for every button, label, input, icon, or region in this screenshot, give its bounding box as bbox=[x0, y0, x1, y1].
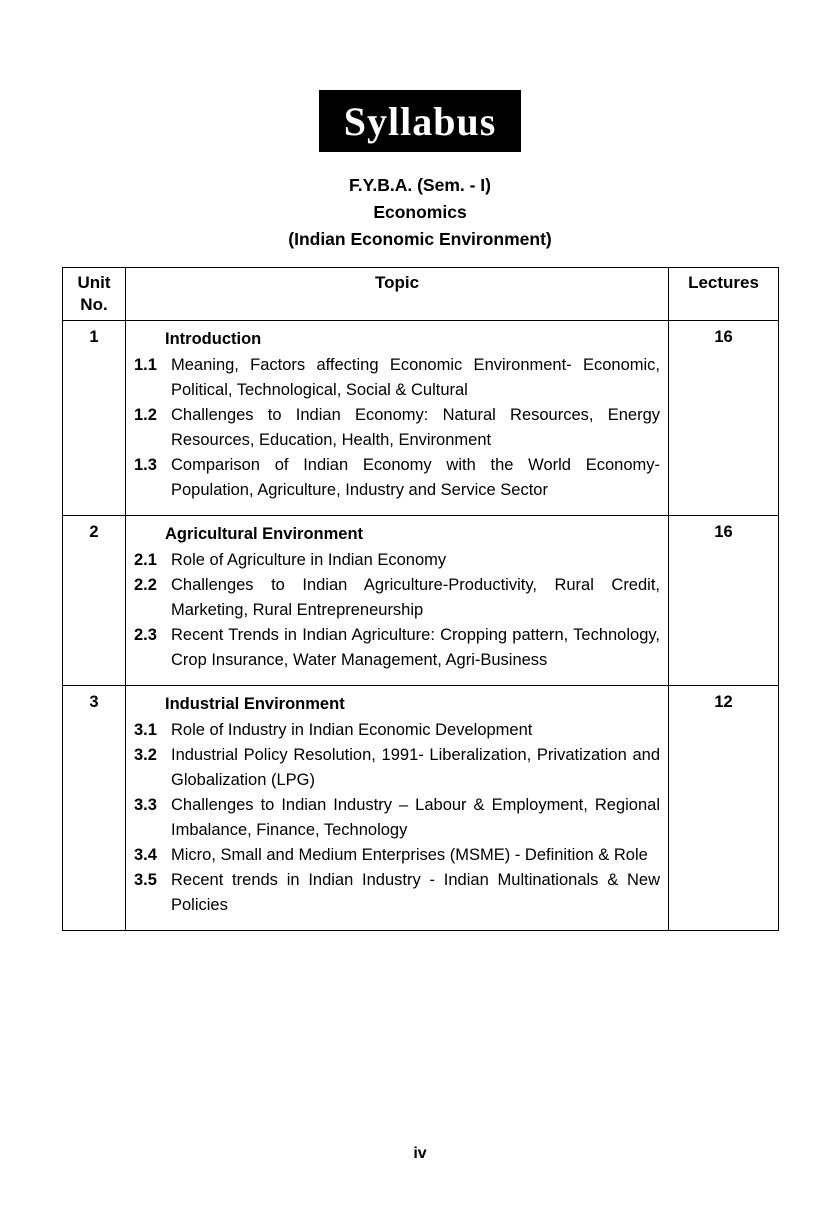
paper-title: (Indian Economic Environment) bbox=[288, 229, 552, 249]
syllabus-item bbox=[134, 623, 660, 673]
syllabus-item bbox=[134, 868, 660, 918]
document-headings bbox=[0, 172, 840, 253]
unit-title: Agricultural Environment bbox=[165, 525, 364, 543]
item-text: Micro, Small and Medium Enterprises (MSME) - Definition & Role bbox=[171, 846, 648, 864]
unit-title: Introduction bbox=[165, 330, 262, 348]
syllabus-banner-label: Syllabus bbox=[343, 98, 497, 144]
lectures-count: 16 bbox=[669, 321, 779, 516]
item-text: Role of Agriculture in Indian Economy bbox=[171, 551, 447, 569]
item-text: Role of Industry in Indian Economic Development bbox=[171, 721, 533, 739]
page-number: iv bbox=[413, 1145, 427, 1162]
unit-title: Industrial Environment bbox=[165, 695, 345, 713]
item-text: Challenges to Indian Industry – Labour & Employment, Regional Imbalance, Finance, Technology bbox=[171, 796, 660, 839]
course-title: F.Y.B.A. (Sem. - I) bbox=[349, 175, 491, 195]
topic-cell bbox=[126, 686, 669, 931]
table-row bbox=[63, 321, 779, 516]
unit-number: 2 bbox=[63, 516, 126, 686]
column-header-lectures: Lectures bbox=[669, 268, 779, 321]
item-text: Industrial Policy Resolution, 1991- Liberalization, Privatization and Globalization (LPG) bbox=[171, 746, 660, 789]
syllabus-item bbox=[134, 548, 660, 573]
item-number: 2.3 bbox=[134, 626, 157, 644]
syllabus-item bbox=[134, 353, 660, 403]
item-text: Recent Trends in Indian Agriculture: Cropping pattern, Technology, Crop Insurance, Water Management, Agri-Business bbox=[171, 626, 660, 669]
column-header-unit: Unit No. bbox=[63, 268, 126, 321]
document-page bbox=[0, 90, 840, 1230]
item-number: 2.2 bbox=[134, 576, 157, 594]
item-text: Comparison of Indian Economy with the World Economy- Population, Agriculture, Industry and Service Sector bbox=[171, 456, 660, 499]
lectures-count: 16 bbox=[669, 516, 779, 686]
unit-number: 3 bbox=[63, 686, 126, 931]
item-number: 3.5 bbox=[134, 871, 157, 889]
unit-number: 1 bbox=[63, 321, 126, 516]
lectures-count: 12 bbox=[669, 686, 779, 931]
subject-title: Economics bbox=[373, 202, 467, 222]
item-number: 1.2 bbox=[134, 406, 157, 424]
syllabus-item bbox=[134, 743, 660, 793]
syllabus-item bbox=[134, 573, 660, 623]
item-text: Challenges to Indian Agriculture-Productivity, Rural Credit, Marketing, Rural Entrepreneurship bbox=[171, 576, 660, 619]
item-text: Challenges to Indian Economy: Natural Resources, Energy Resources, Education, Health, Environment bbox=[171, 406, 660, 449]
table-row bbox=[63, 686, 779, 931]
syllabus-item bbox=[134, 718, 660, 743]
item-number: 3.3 bbox=[134, 796, 157, 814]
item-number: 1.1 bbox=[134, 356, 157, 374]
item-text: Meaning, Factors affecting Economic Environment- Economic, Political, Technological, Social & Cultural bbox=[171, 356, 660, 399]
syllabus-item bbox=[134, 843, 660, 868]
syllabus-item bbox=[134, 453, 660, 503]
column-header-topic: Topic bbox=[126, 268, 669, 321]
item-text: Recent trends in Indian Industry - Indian Multinationals & New Policies bbox=[171, 871, 660, 914]
syllabus-item bbox=[134, 793, 660, 843]
topic-cell bbox=[126, 321, 669, 516]
item-number: 1.3 bbox=[134, 456, 157, 474]
item-number: 3.1 bbox=[134, 721, 157, 739]
topic-cell bbox=[126, 516, 669, 686]
item-number: 3.2 bbox=[134, 746, 157, 764]
syllabus-banner bbox=[319, 90, 521, 152]
item-number: 2.1 bbox=[134, 551, 157, 569]
table-row bbox=[63, 516, 779, 686]
syllabus-table bbox=[62, 267, 779, 931]
syllabus-item bbox=[134, 403, 660, 453]
table-header-row bbox=[63, 268, 779, 321]
item-number: 3.4 bbox=[134, 846, 157, 864]
